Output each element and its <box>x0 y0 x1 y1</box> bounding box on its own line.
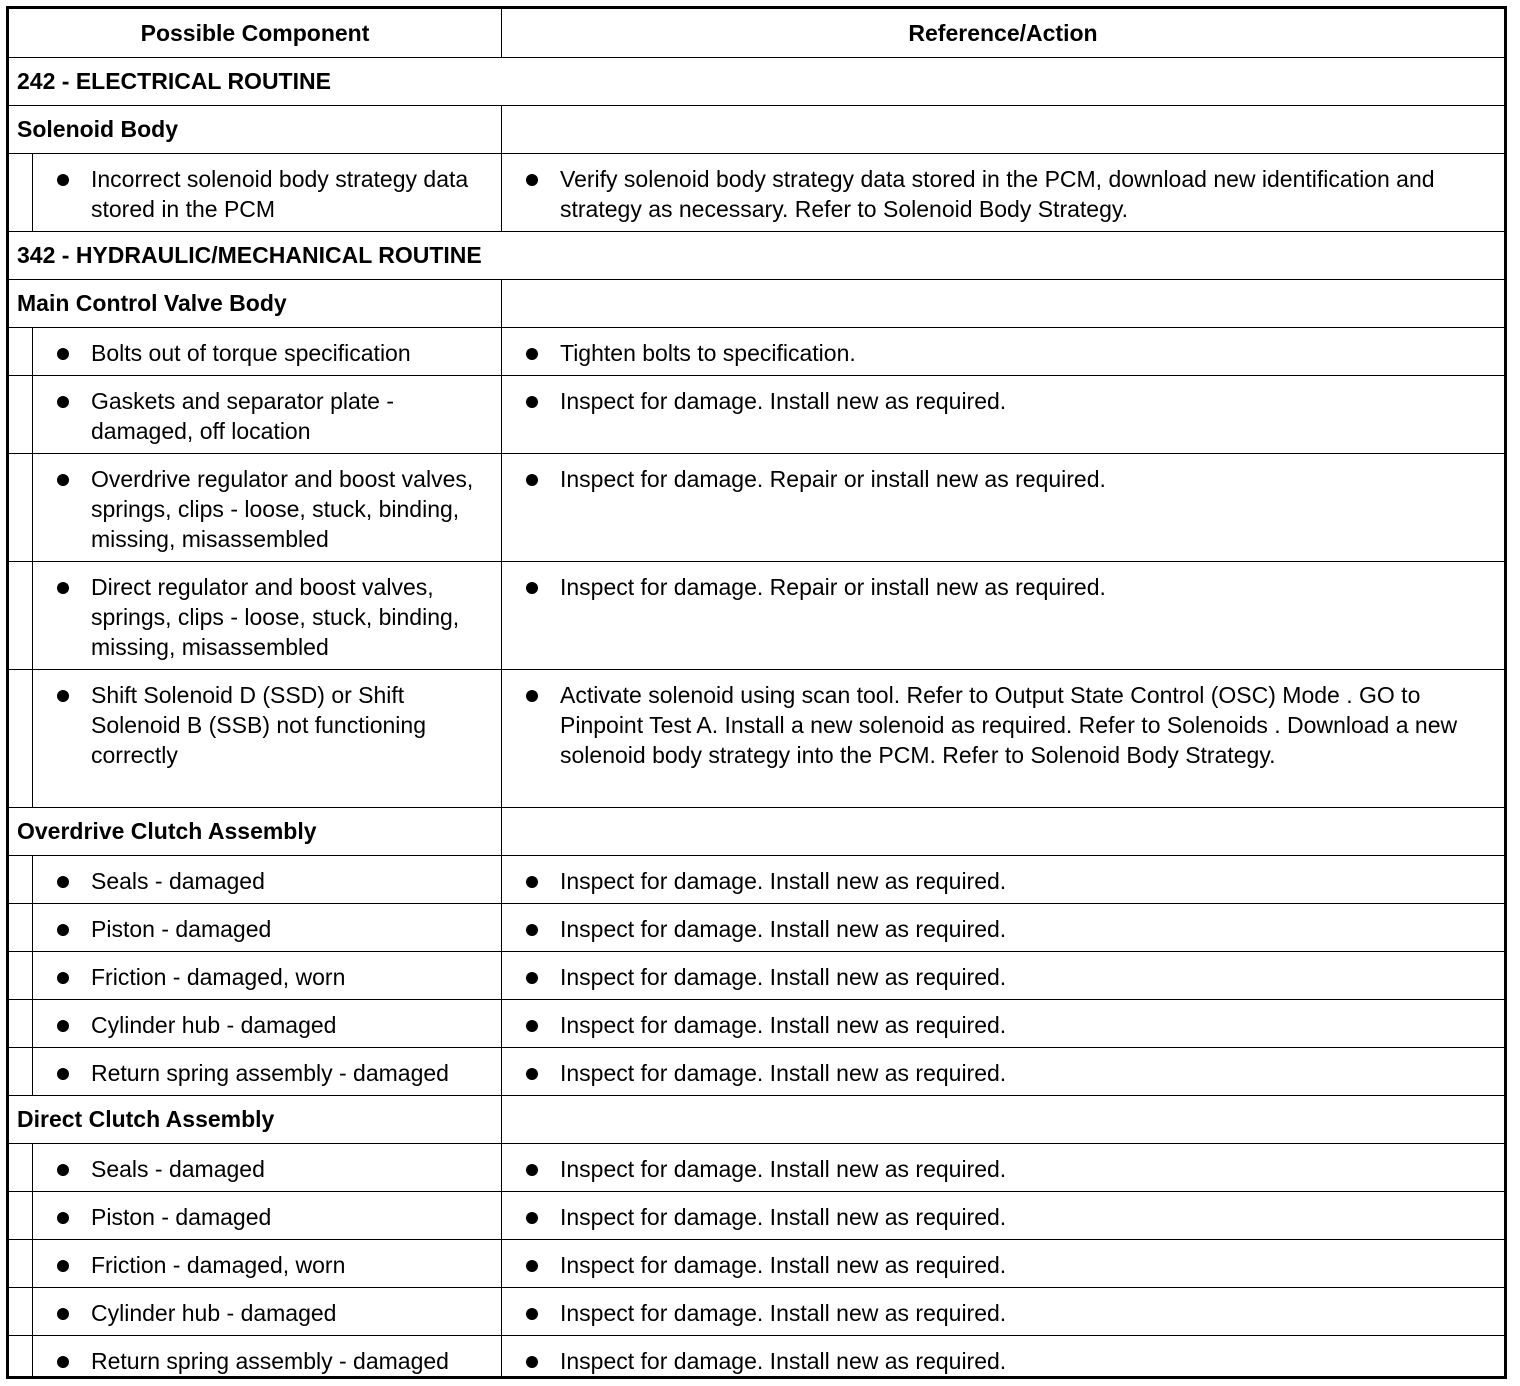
component-text: Friction - damaged, worn <box>91 1250 499 1280</box>
action-text: Activate solenoid using scan tool. Refer to Output State Control (OSC) Mode . GO to Pinpoint Test A. Install a new solenoid as required. Refer to Solenoids . Download a new solenoid body strategy into the PCM. Refer to Solenoid Body Strategy. <box>560 680 1500 770</box>
table-row <box>9 903 1504 951</box>
group-row <box>9 807 1504 855</box>
group-title: Solenoid Body <box>17 116 178 142</box>
action-text: Verify solenoid body strategy data stored in the PCM, download new identification and strategy as necessary. Refer to Solenoid Body Strategy. <box>560 164 1500 224</box>
header-cell-component <box>9 9 501 57</box>
table-row <box>9 1047 1504 1095</box>
component-text: Return spring assembly - damaged <box>91 1346 499 1376</box>
table-row <box>9 375 1504 453</box>
action-text: Inspect for damage. Install new as required. <box>560 1298 1500 1328</box>
action-text: Tighten bolts to specification. <box>560 338 1500 368</box>
component-text: Piston - damaged <box>91 914 499 944</box>
table-row <box>9 999 1504 1047</box>
section-row <box>9 231 1504 279</box>
component-text: Gaskets and separator plate - damaged, off location <box>91 386 499 446</box>
table-row <box>9 1143 1504 1191</box>
component-text: Bolts out of torque specification <box>91 338 499 368</box>
group-row <box>9 105 1504 153</box>
header-cell-action <box>501 9 1504 57</box>
table-row <box>9 669 1504 807</box>
table-row <box>9 327 1504 375</box>
action-text: Inspect for damage. Install new as required. <box>560 962 1500 992</box>
component-text: Return spring assembly - damaged <box>91 1058 499 1088</box>
section-row <box>9 57 1504 105</box>
table-row <box>9 855 1504 903</box>
action-text: Inspect for damage. Install new as required. <box>560 1010 1500 1040</box>
diagnostic-table <box>6 6 1507 1379</box>
action-text: Inspect for damage. Install new as required. <box>560 1154 1500 1184</box>
component-text: Incorrect solenoid body strategy data stored in the PCM <box>91 164 499 224</box>
table-row <box>9 1287 1504 1335</box>
action-text: Inspect for damage. Repair or install new as required. <box>560 464 1500 494</box>
component-text: Cylinder hub - damaged <box>91 1010 499 1040</box>
header-reference-action: Reference/Action <box>908 19 1098 46</box>
component-text: Piston - damaged <box>91 1202 499 1232</box>
table-row <box>9 951 1504 999</box>
component-text: Seals - damaged <box>91 1154 499 1184</box>
component-text: Friction - damaged, worn <box>91 962 499 992</box>
table-row <box>9 453 1504 561</box>
action-text: Inspect for damage. Install new as required. <box>560 866 1500 896</box>
component-text: Seals - damaged <box>91 866 499 896</box>
group-row <box>9 1095 1504 1143</box>
component-text: Overdrive regulator and boost valves, springs, clips - loose, stuck, binding, missing, misassembled <box>91 464 499 554</box>
section-title: 242 - ELECTRICAL ROUTINE <box>17 68 331 94</box>
action-text: Inspect for damage. Install new as required. <box>560 1058 1500 1088</box>
header-possible-component: Possible Component <box>140 19 370 46</box>
table-header-row <box>9 9 1504 57</box>
component-text: Cylinder hub - damaged <box>91 1298 499 1328</box>
component-text: Shift Solenoid D (SSD) or Shift Solenoid B (SSB) not functioning correctly <box>91 680 499 770</box>
group-title: Overdrive Clutch Assembly <box>17 818 317 844</box>
table-row <box>9 561 1504 669</box>
group-title: Main Control Valve Body <box>17 290 287 316</box>
action-text: Inspect for damage. Install new as required. <box>560 1202 1500 1232</box>
action-text: Inspect for damage. Install new as required. <box>560 1346 1500 1376</box>
table-row <box>9 1191 1504 1239</box>
action-text: Inspect for damage. Install new as required. <box>560 1250 1500 1280</box>
component-text: Direct regulator and boost valves, springs, clips - loose, stuck, binding, missing, misassembled <box>91 572 499 662</box>
group-row <box>9 279 1504 327</box>
section-title: 342 - HYDRAULIC/MECHANICAL ROUTINE <box>17 242 482 268</box>
group-title: Direct Clutch Assembly <box>17 1106 275 1132</box>
action-text: Inspect for damage. Repair or install new as required. <box>560 572 1500 602</box>
table-row <box>9 153 1504 231</box>
table-row <box>9 1239 1504 1287</box>
action-text: Inspect for damage. Install new as required. <box>560 386 1500 416</box>
table-row <box>9 1335 1504 1376</box>
action-text: Inspect for damage. Install new as required. <box>560 914 1500 944</box>
